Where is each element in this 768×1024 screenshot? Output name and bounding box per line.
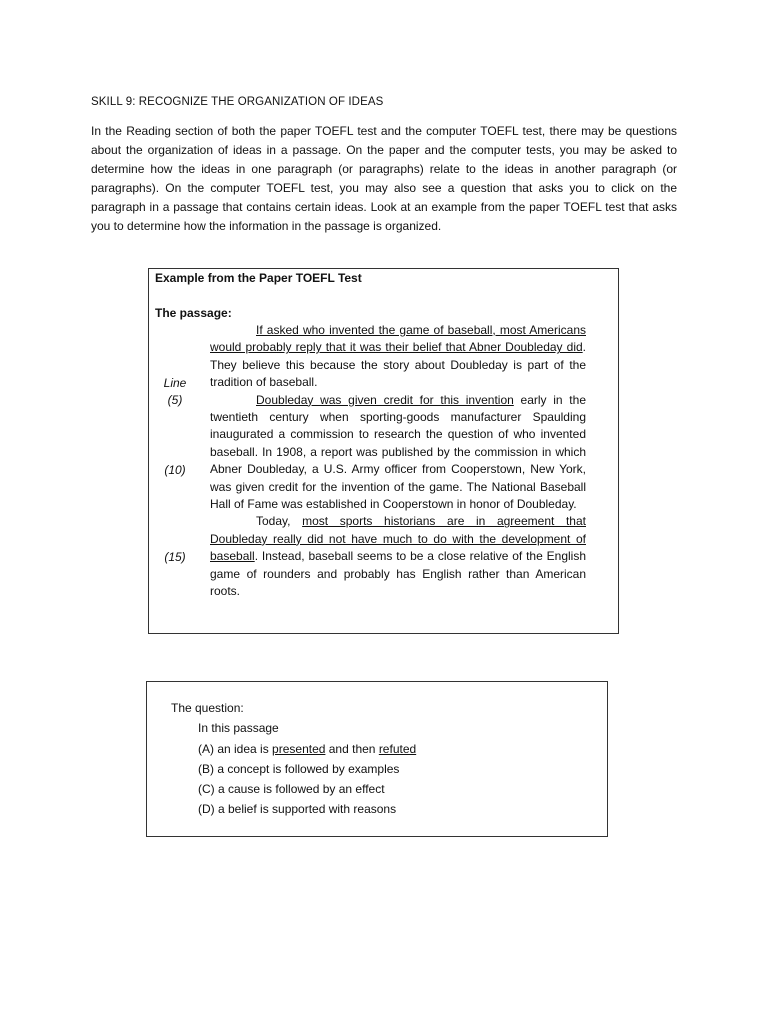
option-a-text: (A) an idea is <box>198 742 273 756</box>
option-a <box>198 739 416 759</box>
line-number-10: (10) <box>164 463 186 477</box>
underlined-phrase: If asked who invented the game of baseball, most Americans would probably reply that it was their belief that Abner Doubleday did <box>210 323 586 355</box>
paragraph-text: . They believe this because the story about Doubleday is part of the tradition of baseball. <box>210 340 586 390</box>
option-c: (C) a cause is followed by an effect <box>198 782 385 796</box>
option-a-middle: and then <box>325 742 379 756</box>
example-title: Example from the Paper TOEFL Test <box>155 271 362 285</box>
passage-paragraph-3 <box>210 513 586 600</box>
option-d: (D) a belief is supported with reasons <box>198 802 397 816</box>
underlined-phrase: Doubleday was given credit for this invention <box>256 392 514 407</box>
option-a-refuted: refuted <box>378 742 417 756</box>
line-number-5: (5) <box>167 393 183 407</box>
question-box <box>146 681 608 837</box>
passage-text <box>210 322 586 601</box>
option-a-presented: presented <box>272 742 326 756</box>
passage-paragraph-2 <box>210 392 586 514</box>
passage-paragraph-1 <box>210 322 586 392</box>
line-number-15: (15) <box>164 550 186 564</box>
question-stem: In this passage <box>198 721 279 735</box>
intro-paragraph: In the Reading section of both the paper TOEFL test and the computer TOEFL test, there may be questions about the organization of ideas in a passage. On the paper and the computer tests, you may be asked to determine how the ideas in one paragraph (or paragraphs) relate to the ideas in another paragraph (or paragraphs). On the computer TOEFL test, you may also see a question that asks you to click on the paragraph in a passage that contains certain ideas. Look at an example from the paper TOEFL test that asks you to determine how the information in the passage is organized. <box>91 124 677 233</box>
paragraph-text: . Instead, baseball seems to be a close relative of the English game of rounders and probably has English rather than American roots. <box>210 549 586 599</box>
section-heading: SKILL 9: RECOGNIZE THE ORGANIZATION OF IDEAS <box>91 96 384 108</box>
paragraph-lead: Today, <box>256 514 303 529</box>
underlined-phrase: most sports historians are in agreement that Doubleday really did not have much to do with the development of baseball <box>210 514 586 564</box>
passage-label: The passage: <box>155 306 232 320</box>
line-label: Line <box>163 376 187 390</box>
question-label: The question: <box>171 701 244 715</box>
example-passage-box <box>148 268 619 634</box>
option-b: (B) a concept is followed by examples <box>198 762 400 776</box>
paragraph-text: early in the twentieth century when sporting-goods manufacturer Spaulding inaugurated a commission to research the question of who invented baseball. In 1908, a report was published by the commission in which Abner Doubleday, a U.S. Army officer from Cooperstown, New York, was given credit for the invention of the game. The National Baseball Hall of Fame was established in Cooperstown in honor of Doubleday. <box>210 392 586 512</box>
answer-options <box>198 739 416 819</box>
